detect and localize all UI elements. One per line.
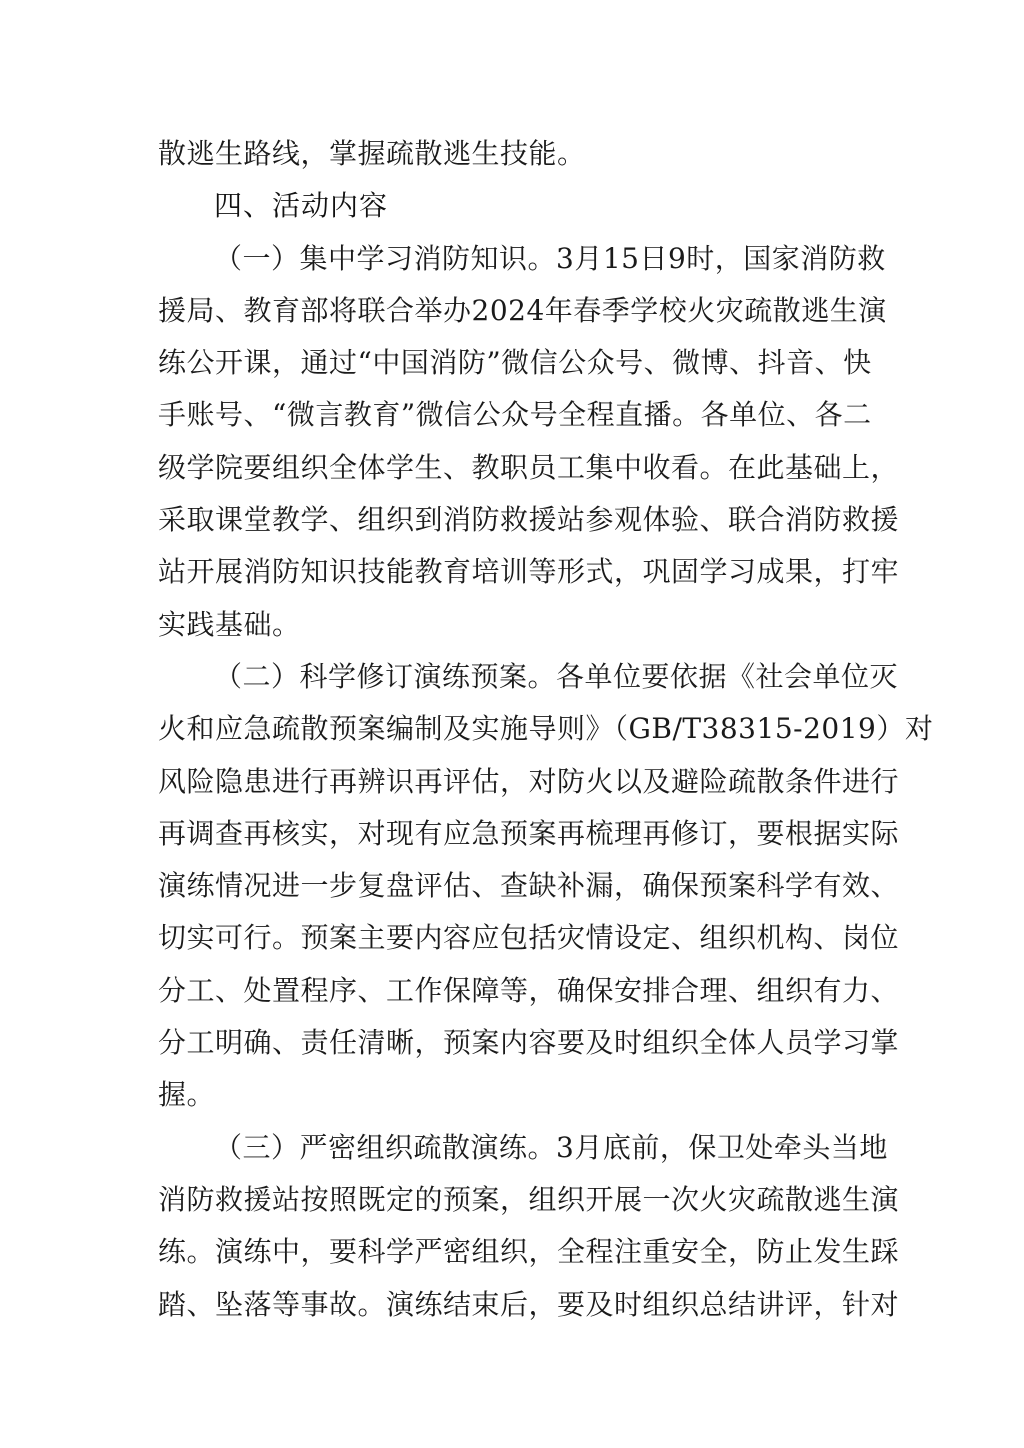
text-line: （二）科学修订演练预案。各单位要依据《社会单位灭 (214, 659, 899, 693)
text-line: 实践基础。 (158, 607, 301, 641)
paragraph-1 (158, 233, 900, 651)
section-heading: 四、活动内容 (214, 189, 389, 223)
text-line: 级学院要组织全体学生、教职员工集中收看。在此基础上， (158, 450, 900, 484)
text-line: 风险隐患进行再辨识再评估，对防火以及避险疏散条件进行 (158, 764, 900, 798)
document-body (158, 128, 934, 1331)
text-line: 切实可行。预案主要内容应包括灾情设定、组织机构、岗位 (158, 921, 900, 955)
text-line: 分工、处置程序、工作保障等，确保安排合理、组织有力、 (158, 973, 900, 1007)
text-line: 采取课堂教学、组织到消防救援站参观体验、联合消防救援 (158, 503, 900, 537)
text-line: 援局、教育部将联合举办2024年春季学校火灾疏散逃生演 (158, 293, 887, 327)
paragraph-2 (158, 651, 934, 1122)
text-line: 踏、坠落等事故。演练结束后，要及时组织总结讲评，针对 (158, 1287, 900, 1321)
text-line: 演练情况进一步复盘评估、查缺补漏，确保预案科学有效、 (158, 869, 900, 903)
paragraph-3 (158, 1122, 900, 1331)
text-line: 站开展消防知识技能教育培训等形式，巩固学习成果，打牢 (158, 555, 900, 589)
text-line: （一）集中学习消防知识。3月15日9时，国家消防救 (214, 241, 886, 275)
text-line: 练。演练中，要科学严密组织，全程注重安全，防止发生踩 (158, 1235, 900, 1269)
text-line: 再调查再核实，对现有应急预案再梳理再修订，要根据实际 (158, 816, 900, 850)
text-line: 分工明确、责任清晰，预案内容要及时组织全体人员学习掌 (158, 1026, 900, 1060)
text-line: 散逃生路线，掌握疏散逃生技能。 (158, 137, 586, 170)
text-line: 火和应急疏散预案编制及实施导则》（GB/T38315-2019）对 (158, 712, 934, 746)
text-line: 消防救援站按照既定的预案，组织开展一次火灾疏散逃生演 (158, 1182, 900, 1216)
text-line: 手账号、“微言教育”微信公众号全程直播。各单位、各二 (158, 398, 872, 432)
text-line: 练公开课，通过“中国消防”微信公众号、微博、抖音、快 (158, 346, 872, 380)
text-line: 握。 (158, 1078, 216, 1112)
text-line: （三）严密组织疏散演练。3月底前，保卫处牵头当地 (214, 1130, 888, 1164)
